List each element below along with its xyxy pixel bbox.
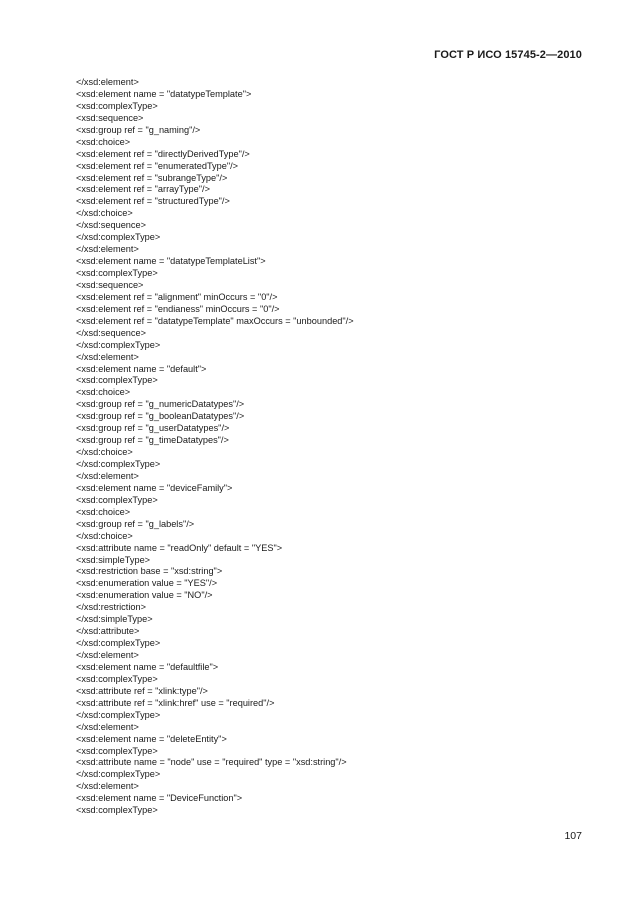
code-line: <xsd:complexType> (76, 100, 158, 111)
code-line: <xsd:element ref = "endianess" minOccurs = "0"/> (76, 303, 280, 314)
standard-designation: ГОСТ Р ИСО 15745-2—2010 (434, 49, 582, 61)
xsd-code-listing (76, 77, 354, 817)
code-line: </xsd:element> (76, 244, 139, 255)
code-line: <xsd:choice> (76, 387, 131, 398)
code-line: </xsd:element> (76, 650, 139, 660)
code-line: <xsd:group ref = "g_naming"/> (76, 124, 201, 135)
code-line: <xsd:sequence> (76, 279, 144, 290)
code-line: <xsd:complexType> (76, 805, 158, 816)
code-line: </xsd:choice> (76, 530, 133, 541)
code-line: <xsd:element name = "deviceFamily"> (76, 482, 233, 493)
code-line: <xsd:group ref = "g_userDatatypes"/> (76, 423, 230, 434)
code-line: <xsd:enumeration value = "NO"/> (76, 590, 213, 601)
code-line: <xsd:element name = "datatypeTemplate"> (76, 88, 252, 99)
code-line: <xsd:element name = "defaultfile"> (76, 661, 219, 672)
code-line: <xsd:group ref = "g_timeDatatypes"/> (76, 435, 229, 446)
code-line: <xsd:element name = "DeviceFunction"> (76, 793, 243, 804)
code-line: </xsd:sequence> (76, 220, 146, 231)
code-line: <xsd:complexType> (76, 673, 158, 684)
code-line: <xsd:group ref = "g_numericDatatypes"/> (76, 399, 245, 410)
code-line: <xsd:sequence> (76, 112, 144, 123)
code-line: <xsd:complexType> (76, 494, 158, 505)
code-line: </xsd:choice> (76, 208, 133, 219)
code-line: <xsd:element name = "deleteEntity"> (76, 733, 227, 744)
code-line: </xsd:complexType> (76, 459, 161, 469)
code-line: <xsd:element ref = "enumeratedType"/> (76, 160, 239, 171)
code-line: <xsd:choice> (76, 136, 131, 147)
code-line: <xsd:complexType> (76, 268, 158, 278)
code-line: <xsd:restriction base = "xsd:string"> (76, 566, 223, 577)
code-line: </xsd:element> (76, 721, 139, 732)
code-line: </xsd:complexType> (76, 339, 161, 350)
code-line: </xsd:element> (76, 470, 139, 481)
code-line: </xsd:choice> (76, 447, 133, 458)
code-line: </xsd:element> (76, 781, 139, 792)
code-line: <xsd:attribute name = "node" use = "required" type = "xsd:string"/> (76, 757, 347, 768)
code-line: </xsd:simpleType> (76, 614, 153, 625)
code-line: <xsd:complexType> (76, 745, 158, 756)
code-line: <xsd:attribute name = "readOnly" default = "YES"> (76, 542, 283, 553)
code-line: <xsd:choice> (76, 506, 131, 517)
page-number: 107 (564, 830, 582, 842)
code-line: <xsd:element ref = "alignment" minOccurs = "0"/> (76, 291, 278, 302)
code-line: </xsd:element> (76, 77, 139, 87)
code-line: <xsd:simpleType> (76, 554, 151, 565)
code-line: </xsd:attribute> (76, 626, 140, 637)
code-line: <xsd:element ref = "subrangeType"/> (76, 172, 228, 183)
code-line: <xsd:element ref = "directlyDerivedType"/> (76, 148, 250, 159)
code-line: <xsd:complexType> (76, 375, 158, 386)
code-line: <xsd:element name = "default"> (76, 363, 207, 374)
code-line: </xsd:complexType> (76, 638, 161, 649)
code-line: <xsd:enumeration value = "YES"/> (76, 578, 218, 589)
code-line: <xsd:group ref = "g_booleanDatatypes"/> (76, 411, 245, 422)
code-line: <xsd:element ref = "arrayType"/> (76, 184, 210, 195)
code-line: <xsd:element ref = "datatypeTemplate" maxOccurs = "unbounded"/> (76, 315, 354, 326)
code-line: </xsd:sequence> (76, 327, 146, 338)
code-line: </xsd:restriction> (76, 602, 146, 613)
code-line: <xsd:attribute ref = "xlink:href" use = "required"/> (76, 697, 275, 708)
code-line: <xsd:element ref = "structuredType"/> (76, 196, 230, 207)
code-line: </xsd:complexType> (76, 232, 161, 243)
code-line: <xsd:element name = "datatypeTemplateList"> (76, 256, 266, 267)
code-line: </xsd:complexType> (76, 709, 161, 720)
code-line: </xsd:element> (76, 351, 139, 362)
code-line: </xsd:complexType> (76, 769, 161, 780)
code-line: <xsd:attribute ref = "xlink:type"/> (76, 685, 208, 696)
code-line: <xsd:group ref = "g_labels"/> (76, 518, 195, 529)
